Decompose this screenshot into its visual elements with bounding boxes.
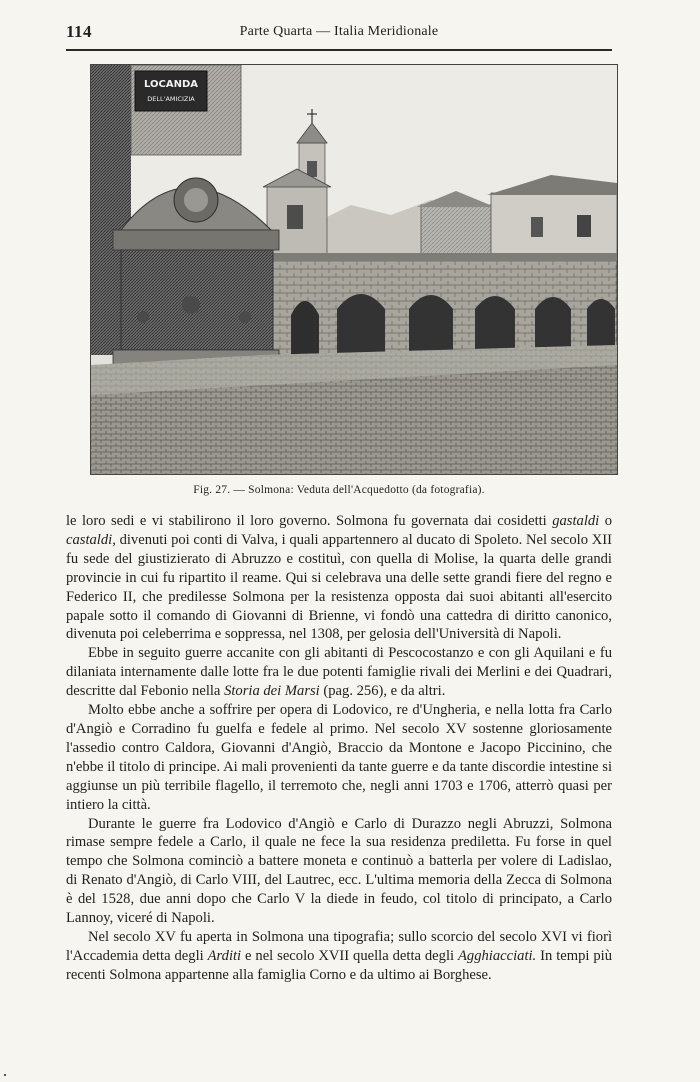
page-speck xyxy=(4,1074,6,1076)
sign-text-locanda: LOCANDA xyxy=(143,79,199,90)
aqueduct xyxy=(261,253,617,355)
paragraph: le loro sedi e vi stabilirono il loro governo. Solmona fu governata dai cosidetti gastaldi o castaldi, divenuti poi conti di Valva, i quali appartennero al ducato di Spoleto. Nel secolo XII fu sede del giustizierato di Abruzzo e costituì, con quella di Molise, la quarta delle grandi provincie in cui fu ripartito il reame. Qui si celebrava una delle sette grandi fiere del regno e Federico II, che predilesse Solmona per la resistenza opposta dai suoi abitanti all'esercito papale sotto il comando di Giovanni di Brienne, vi fondò una cattedra di diritto canonico, divenuta poi celeberrima e soppressa, nel 1308, per gelosia dell'Università di Napoli. xyxy=(66,513,612,643)
page-number: 114 xyxy=(66,22,93,41)
figure-caption: Fig. 27. — Solmona: Veduta dell'Acquedotto (da fotografia). xyxy=(193,484,485,496)
header-rule xyxy=(66,49,612,51)
figure-illustration xyxy=(90,64,618,475)
sign-text-amicizia: DELL'AMICIZIA xyxy=(147,95,195,103)
paragraph: Durante le guerre fra Lodovico d'Angiò e Carlo di Durazzo negli Abruzzi, Solmona rimase sempre fedele a Carlo, il quale ne fece la sua residenza prediletta. Fu forse in quel tempo che Solmona cominciò a battere moneta e continuò a batterla per volere di Ladislao, di Renato d'Angiò, di Carlo VIII, del Lautrec, ecc. L'ultima memoria della Zecca di Solmona è del 1528, due anni dopo che Carlo V la diede in feudo, col titolo di principato, a Carlo Lannoy, viceré di Napoli. xyxy=(66,815,612,927)
paragraph: Molto ebbe anche a soffrire per opera di Lodovico, re d'Ungheria, e nella lotta fra Carlo d'Angiò e Corradino fu guelfa e fedele al primo. Nel secolo XV sostenne gloriosamente l'assedio contro Caldora, Giovanni d'Angiò, Braccio da Montone e Jacopo Piccinino, che n'ebbe il titolo di principe. Ai mali provenienti da tante guerre e da tante discordie intestine si aggiunse un più terribile flagello, il terremoto che, negli anni 1703 e 1706, atterrò quasi per intiero la città. xyxy=(66,702,612,813)
page-header xyxy=(66,22,612,46)
locanda-sign xyxy=(135,71,207,111)
body-text xyxy=(66,512,612,985)
paragraph: Ebbe in seguito guerre accanite con gli abitanti di Pescocostanzo e con gli Aquilani e fu dilaniata internamente dalle lotte fra le due potenti famiglie rivali dei Merlini e dei Quadrari, descritte dal Febonio nella Storia dei Marsi (pag. 256), e da altri. xyxy=(66,645,612,700)
running-title: Parte Quarta — Italia Meridionale xyxy=(239,24,439,39)
paragraph: Nel secolo XV fu aperta in Solmona una tipografia; sullo scorcio del secolo XVI vi fiorì l'Accademia detta degli Arditi e nel secolo XVII quella detta degli Agghiacciati. In tempi più recenti Solmona appartenne alla famiglia Corno e da ultimo ai Borghese. xyxy=(66,928,612,983)
engraving-aqueduct xyxy=(91,65,617,474)
